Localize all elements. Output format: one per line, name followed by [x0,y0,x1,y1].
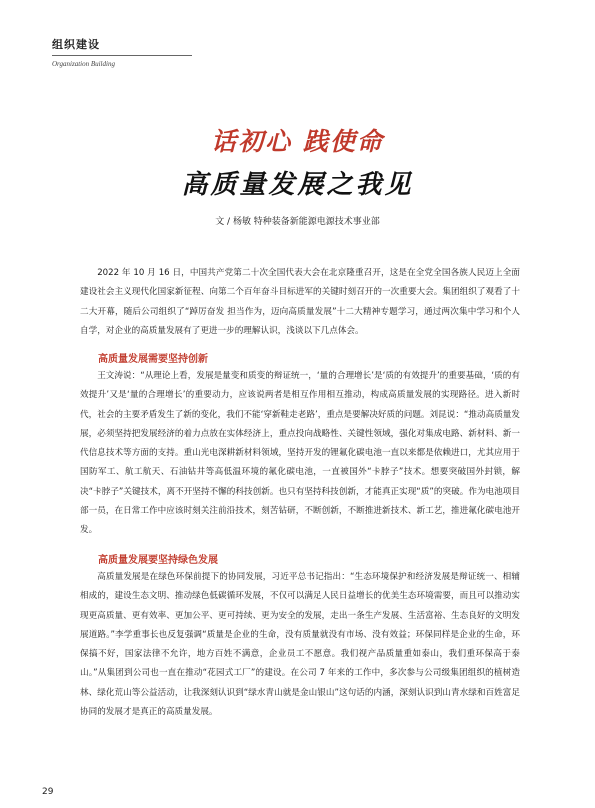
article-section-1 [80,352,520,541]
intro-paragraph: 2022 年 10 月 16 日，中国共产党第二十次全国代表大会在北京隆重召开，这是在全党全国各族人民迈上全面建设社会主义现代化国家新征程、向第二个百年奋斗目标进军的关键时刻召开的一次重要大会。集团组织了观看了十二大开幕，随后公司组织了“踔厉奋发 担当作为，迈向高质量发展”十二大精神专题学习，通过两次集中学习和个人自学，对企业的高质量发展有了更进一步的理解认识，浅谈以下几点体会。 [80,268,520,336]
section-2-body: 高质量发展是在绿色环保前提下的协同发展，习近平总书记指出：“生态环境保护和经济发展是辩证统一、相辅相成的，建设生态文明、推动绿色低碳循环发展，不仅可以满足人民日益增长的优美生态环境需要，而且可以推动实现更高质量、更有效率、更加公平、更可持续、更为安全的发展，走出一条生产发展、生活富裕、生态良好的文明发展道路。”李学重事长也反复强调“质量是企业的生命，没有质量就没有市场、没有效益；环保同样是企业的生命，环保搞不好，国家法律不允许，地方百姓不满意，企业员工不愿意。我们视产品质量重如泰山，我们重环保高于泰山。”从集团到公司也一直在推动“花园式工厂”的建设。在公司 7 年来的工作中，多次参与公司级集团组织的植树造林、绿化荒山等公益活动，让我深刻认识到“绿水青山就是金山银山”这句话的内涵，深刻认识到山青水绿和百姓富足协同的发展才是真正的高质量发展。 [80,572,520,718]
section-title: 组织建设 [52,38,100,51]
article-byline: 文 / 杨敏 特种装备新能源电源技术事业部 [215,217,380,227]
section-subtitle: Organization Building [52,60,115,68]
article-intro [80,264,520,341]
section-1-heading: 高质量发展需要坚持创新 [98,354,208,365]
page-number: 29 [42,787,54,797]
article-kicker: 话初心 践使命 [211,127,384,156]
article-section-2 [80,553,520,722]
section-2-heading: 高质量发展要坚持绿色发展 [98,555,218,566]
section-header [52,38,192,68]
section-1-body: 王文涛说：“从理论上看，发展是量变和质变的辩证统一，‘量的合理增长’是‘质的有效提升’的重要基础，‘质的有效提升’又是‘量的合理增长’的重要动力，应该说两者是相互作用相互推动，构成高质量发展的实现路径。进入新时代，社会的主要矛盾发生了新的变化，我们不能‘穿新鞋走老路’，重点是要解决好质的问题。刘昆说：“推动高质量发展，必须坚持把发展经济的着力点放在实体经济上，重点投向战略性、关键性领域，强化对集成电路、新材料、新一代信息技术等方面的支持。重山光电深耕新材料领域，坚持开发的锂氟化碳电池一直以来都是依赖进口，尤其应用于国防军工、航工航天、石油钻井等高低温环境的氟化碳电池，一直被国外“卡脖子”技术。想要突破国外封锁，解决“卡脖子”关键技术，离不开坚持不懈的科技创新。也只有坚持科技创新，才能真正实现“质”的突破。作为电池项目部一员，在日常工作中应该时刻关注前沿技术，刻苦钻研，不断创新，不断推进新技术、新工艺，推进氟化碳电池开发。 [80,371,520,536]
article-title: 高质量发展之我见 [181,170,414,200]
section-divider [52,55,192,56]
